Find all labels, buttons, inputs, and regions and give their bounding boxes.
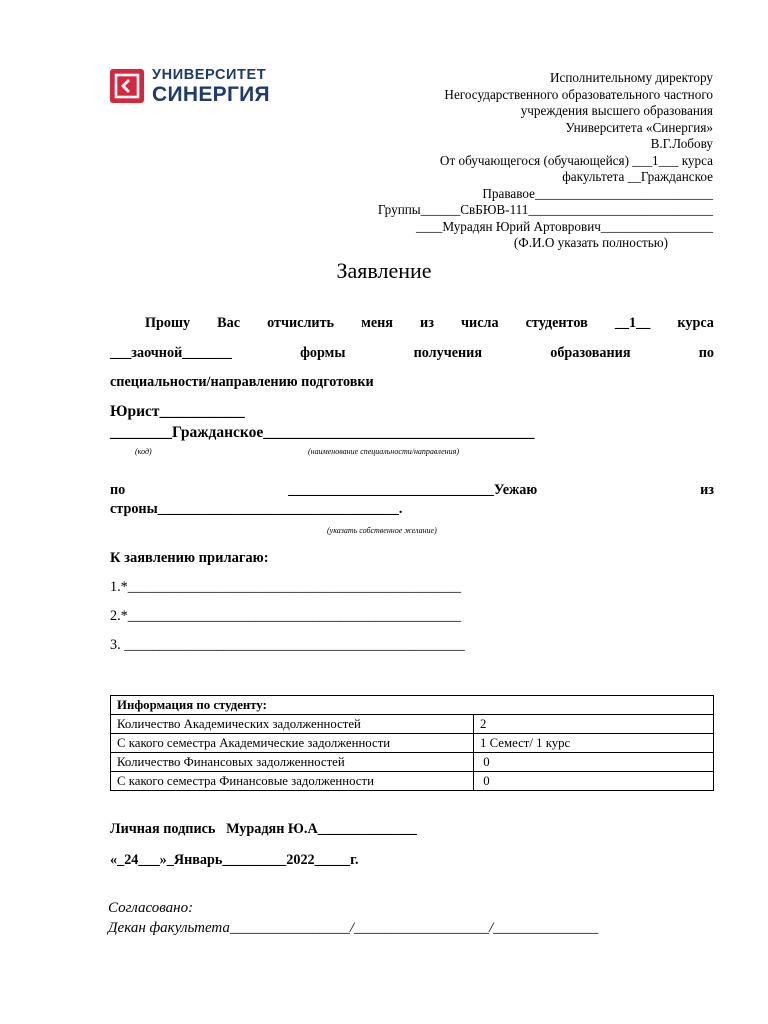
addressee-line: ____Мурадян Юрий Артоврович_________________ xyxy=(415,218,713,234)
addressee-line: Группы______СвБЮВ-111____________________________ xyxy=(377,202,713,217)
table-header-row xyxy=(111,696,714,715)
request-line-2: ___заочной_______ формы получения образования по xyxy=(110,345,714,361)
student-info-table xyxy=(110,695,714,791)
attachments-heading: К заявлению прилагаю: xyxy=(110,550,269,566)
row-label: С какого семестра Финансовые задолженности xyxy=(111,772,474,791)
dean-signature-line: Декан факультета________________/__________________/______________ xyxy=(108,920,599,936)
attachment-item: 3. ________________________________________________ xyxy=(110,637,465,653)
addressee-line: факультета __Гражданское xyxy=(562,169,713,184)
reason-line-2: строны__________________________________. xyxy=(110,501,403,517)
row-value: 1 Семест/ 1 курс xyxy=(474,734,714,753)
row-value: 2 xyxy=(474,715,714,734)
direction-line: ________Гражданское___________________________________ xyxy=(110,424,535,441)
request-line-3: специальности/направлению подготовки xyxy=(110,374,374,390)
addressee-line: Университета «Синергия» xyxy=(565,119,713,135)
table-row xyxy=(111,715,714,734)
attachment-item: 1.*_______________________________________________ xyxy=(110,579,462,595)
date-line: «_24___»_Январь_________2022_____г. xyxy=(110,852,359,868)
addressee-line: Исполнительному директору xyxy=(549,70,713,85)
addressee-line: Негосударственного образовательного частного xyxy=(444,86,713,102)
synergy-logo-icon xyxy=(110,69,144,103)
row-value: 0 xyxy=(474,772,714,791)
note-reason: (указать собственное желание) xyxy=(327,526,437,535)
addressee-block xyxy=(293,70,713,252)
addressee-line: В.Г.Лобову xyxy=(650,136,713,151)
agreed-label: Согласовано: xyxy=(108,900,194,916)
table-row xyxy=(111,772,714,791)
logo-line2: СИНЕРГИЯ xyxy=(152,82,270,106)
row-label: Количество Академических задолженностей xyxy=(111,715,474,734)
logo-line1: УНИВЕРСИТЕТ xyxy=(152,67,267,83)
row-value: 0 xyxy=(474,753,714,772)
table-row xyxy=(111,753,714,772)
specialty-line: Юрист___________ xyxy=(110,403,245,420)
university-logo xyxy=(110,68,270,105)
document-title: Заявление xyxy=(336,258,432,283)
addressee-line: От обучающегося (обучающейся) ___1___ курса xyxy=(439,152,713,168)
attachment-item: 2.*_______________________________________________ xyxy=(110,608,462,624)
table-row xyxy=(111,734,714,753)
addressee-line: Прававое___________________________ xyxy=(482,185,713,201)
reason-line-1: по _____________________________Уежаю из xyxy=(110,482,714,498)
table-heading: Информация по студенту: xyxy=(111,696,714,715)
row-label: С какого семестра Академические задолженности xyxy=(111,734,474,753)
signature-line: Личная подпись Мурадян Ю.А______________ xyxy=(110,821,417,837)
note-code: (код) xyxy=(135,447,152,456)
row-label: Количество Финансовых задолженностей xyxy=(111,753,474,772)
fio-note: (Ф.И.О указать полностью) xyxy=(513,235,668,250)
addressee-line: учреждения высшего образования xyxy=(520,103,713,118)
note-specialty-name: (наименование специальности/направления) xyxy=(308,447,459,456)
request-line-1: Прошу Вас отчислить меня из числа студентов __1__ курса xyxy=(145,315,714,331)
